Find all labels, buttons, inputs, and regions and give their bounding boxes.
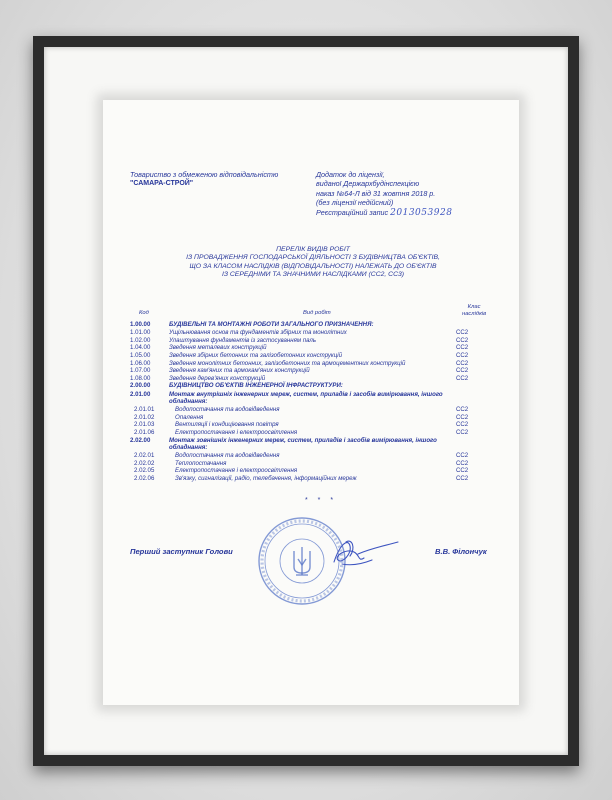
- row-class: СС2: [456, 452, 469, 459]
- row-work-label: Монтаж внутрішніх інженерних мереж, систем, приладів і засобів вимірювання, іншого обладнання:: [169, 390, 443, 406]
- row-code: 1.08.00: [130, 374, 151, 382]
- row-code: 2.01.03: [134, 421, 155, 429]
- row-code: 2.02.00: [130, 436, 151, 444]
- table-row: [103, 436, 519, 451]
- row-code: 1.06.00: [130, 359, 151, 367]
- column-header-code: Код: [139, 310, 149, 316]
- row-work-label: Електропостачання і електроосвітлення: [175, 428, 298, 436]
- table-row: [103, 390, 519, 406]
- row-class: СС2: [456, 352, 469, 359]
- row-work-label: БУДІВНИЦТВО ОБ'ЄКТІВ ІНЖЕНЕРНОЇ ІНФРАСТРУКТУРИ:: [169, 382, 343, 390]
- signatory-name: В.В. Філончук: [435, 547, 487, 556]
- row-work-label: Зв'язку, сигналізації, радіо, телебачення, інформаційних мереж: [175, 474, 357, 482]
- registry-number: 2013053928: [390, 207, 453, 218]
- row-work-label: Електропостачання і електроосвітлення: [175, 467, 298, 475]
- row-work-label: Монтаж зовнішніх інженерних мереж, систем, приладів і засобів вимірювання, іншого обладнання:: [169, 436, 437, 451]
- row-code: 1.01.00: [130, 329, 151, 337]
- row-work-label: Теплопостачання: [175, 459, 227, 467]
- row-class: СС2: [456, 428, 469, 436]
- row-work-label: Зведення монолітних бетонних, залізобетонних та армоцементних конструкцій: [169, 359, 406, 367]
- row-code: 2.02.01: [134, 452, 155, 459]
- row-code: 2.00.00: [130, 382, 151, 390]
- row-class: СС2: [456, 474, 469, 482]
- column-header-work: Вид робіт: [303, 310, 331, 316]
- row-work-label: БУДІВЕЛЬНІ ТА МОНТАЖНІ РОБОТИ ЗАГАЛЬНОГО ПРИЗНАЧЕННЯ:: [169, 321, 374, 328]
- row-code: 2.01.01: [134, 406, 155, 414]
- license-block: [316, 170, 452, 218]
- row-class: СС2: [456, 336, 469, 344]
- table-row: [103, 475, 519, 483]
- row-class: СС2: [456, 413, 469, 421]
- row-work-label: Водопостачання та водовідведення: [175, 406, 280, 414]
- row-work-label: Зведення кам'яних та армокам'яних конструкцій: [169, 367, 310, 375]
- row-code: 2.02.06: [134, 474, 155, 482]
- signatory-title: Перший заступник Голови: [130, 547, 233, 556]
- row-work-label: Зведення металевих конструкцій: [169, 344, 267, 352]
- row-code: 2.01.02: [134, 413, 155, 421]
- row-work-label: Зведення дерев'яних конструкцій: [169, 374, 266, 382]
- company-name: "САМАРА-СТРОЙ": [130, 180, 194, 187]
- row-work-label: Опалення: [175, 413, 204, 421]
- row-code: 2.01.00: [130, 390, 151, 398]
- row-work-label: Вентиляції і кондиціювання повітря: [175, 421, 279, 429]
- row-class: СС2: [456, 374, 469, 382]
- column-header-class-line: наслідків: [462, 311, 487, 317]
- row-code: 2.02.02: [134, 459, 155, 467]
- row-class: СС2: [456, 367, 469, 375]
- registry-line: [316, 208, 452, 218]
- license-line: (без ліцензії недійсний): [316, 198, 394, 208]
- table-row: [103, 321, 519, 329]
- end-marks: * * *: [305, 497, 338, 504]
- registry-label: Реєстраційний запис: [316, 207, 389, 217]
- license-line: Додаток до ліцензії,: [316, 170, 385, 179]
- row-work-label: Зведення збірних бетонних та залізобетонних конструкцій: [169, 352, 343, 359]
- row-code: 1.04.00: [130, 344, 151, 352]
- license-line: наказ №64-Л від 31 жовтня 2018 р.: [316, 188, 436, 198]
- company-block: [130, 170, 278, 188]
- column-header-class-line: Клас: [467, 304, 481, 310]
- row-class: СС2: [456, 344, 469, 352]
- row-code: 1.02.00: [130, 336, 151, 344]
- title-line: ПЕРЕЛІК ВИДІВ РОБІТ: [276, 246, 350, 253]
- handwritten-signature-icon: [328, 534, 400, 572]
- row-class: СС2: [456, 459, 469, 467]
- row-code: 1.05.00: [130, 352, 151, 359]
- row-class: СС2: [456, 329, 469, 337]
- row-work-label: Ущільнювання основ та фундаментів збірних та монолітних: [169, 329, 347, 337]
- title-line: ІЗ СЕРЕДНІМИ ТА ЗНАЧНИМИ НАСЛІДКАМИ (СС2, СС3): [221, 270, 405, 278]
- row-work-label: Улаштування фундаментів із застосуванням паль: [169, 336, 317, 344]
- row-class: СС2: [456, 359, 469, 367]
- company-line: Товариство з обмеженою відповідальністю: [130, 170, 279, 179]
- certificate-document: [103, 100, 519, 705]
- row-code: 1.00.00: [130, 321, 151, 328]
- row-class: СС2: [456, 406, 469, 414]
- column-header-class: [462, 304, 486, 318]
- title-line: ІЗ ПРОВАДЖЕННЯ ГОСПОДАРСЬКОЇ ДІЯЛЬНОСТІ З БУДІВНИЦТВА ОБ'ЄКТІВ,: [186, 254, 440, 262]
- row-work-label: Водопостачання та водовідведення: [175, 452, 280, 459]
- row-code: 2.02.05: [134, 467, 155, 475]
- document-title: [143, 246, 483, 279]
- license-line: виданої Держархбудінспекцією: [316, 179, 420, 189]
- row-class: СС2: [456, 421, 469, 429]
- row-code: 1.07.00: [130, 367, 151, 375]
- row-class: СС2: [456, 467, 469, 475]
- title-line: ЩО ЗА КЛАСОМ НАСЛІДКІВ (ВІДПОВІДАЛЬНОСТІ) НАЛЕЖАТЬ ДО ОБ'ЄКТІВ: [189, 262, 437, 270]
- table-row: [103, 382, 519, 390]
- row-code: 2.01.06: [134, 428, 155, 436]
